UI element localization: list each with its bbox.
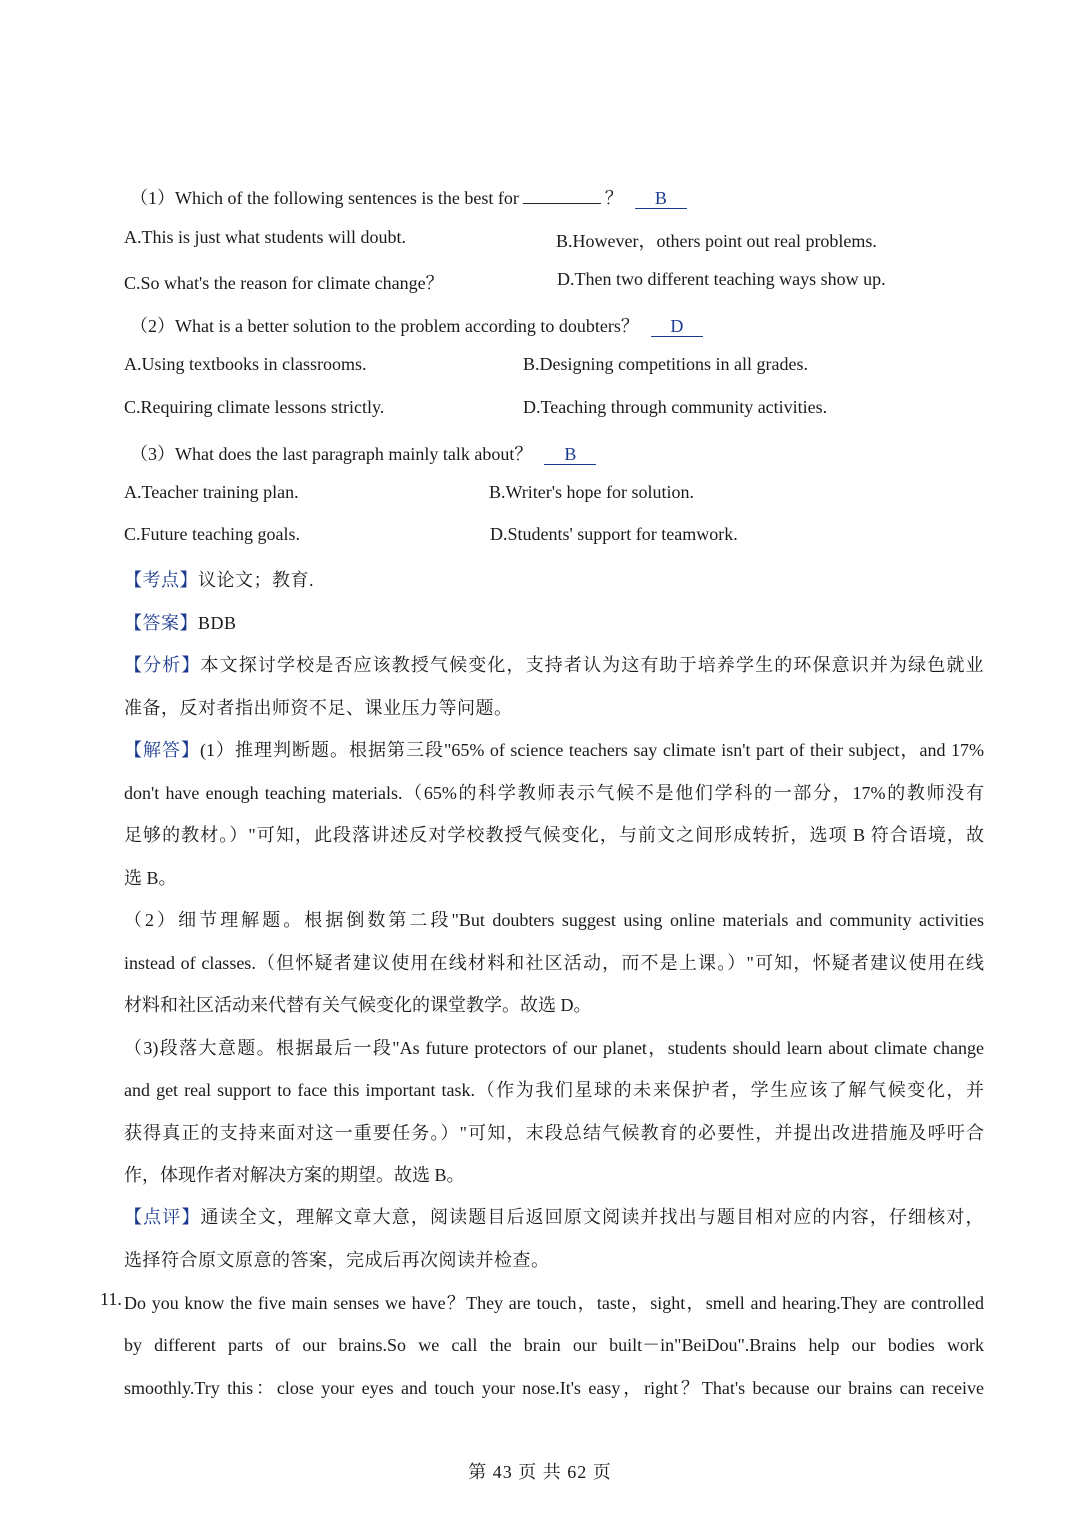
q11-line-2: by different parts of our brains.So we call the brain our built－in"BeiDou".Brains help our bodies work [124, 1335, 984, 1355]
q2-option-b: B.Designing competitions in all grades. [523, 354, 808, 374]
kaodian-tag: 【考点】 [124, 570, 198, 590]
jieda-p3-line-2: and get real support to face this important task.（作为我们星球的未来保护者，学生应该了解气候变化，并 [124, 1080, 984, 1100]
q3-option-d: D.Students' support for teamwork. [490, 524, 738, 544]
daan-text: BDB [198, 613, 237, 633]
kaodian-section [124, 566, 314, 592]
q11-number: 11. [100, 1289, 122, 1309]
q3-stem [130, 440, 596, 466]
jieda-p2-line-2: instead of classes.（但怀疑者建议使用在线材料和社区活动，而不是上课。）"可知，怀疑者建议使用在线 [124, 953, 984, 973]
dianping-line-1 [124, 1203, 984, 1229]
q3-answer: B [544, 444, 596, 465]
q2-option-d: D.Teaching through community activities. [523, 397, 828, 417]
q3-option-a: A.Teacher training plan. [124, 482, 299, 502]
q1-option-d: D.Then two different teaching ways show up. [557, 269, 886, 289]
q1-stem-text: （1）Which of the following sentences is the best for [130, 188, 519, 208]
q1-blank [523, 185, 601, 204]
jieda-line-1 [124, 736, 984, 762]
q11-line-3: smoothly.Try this：close your eyes and touch your nose.It's easy，right？That's because our brains can receive [124, 1378, 984, 1398]
q2-option-c: C.Requiring climate lessons strictly. [124, 397, 385, 417]
kaodian-text: 议论文；教育. [198, 570, 314, 590]
q1-option-c: C.So what's the reason for climate change？ [124, 273, 444, 293]
jieda-p3-line-4: 作，体现作者对解决方案的期望。故选 B。 [124, 1165, 465, 1185]
daan-section [124, 609, 237, 635]
jieda-p2-line-3: 材料和社区活动来代替有关气候变化的课堂教学。故选 D。 [124, 995, 592, 1015]
q2-option-a: A.Using textbooks in classrooms. [124, 354, 367, 374]
q2-stem-text: （2）What is a better solution to the problem according to doubters？ [130, 316, 639, 336]
fenxi-tag: 【分析】 [124, 655, 201, 675]
dianping-text-1: 通读全文，理解文章大意，阅读题目后返回原文阅读并找出与题目相对应的内容，仔细核对， [200, 1207, 984, 1227]
jieda-p1-text-1: (1）推理判断题。根据第三段"65% of science teachers say climate isn't part of their subject，and 17% [200, 740, 984, 760]
fenxi-text-1: 本文探讨学校是否应该教授气候变化，支持者认为这有助于培养学生的环保意识并为绿色就业 [200, 655, 984, 675]
dianping-tag: 【点评】 [124, 1207, 201, 1227]
q2-answer: D [651, 316, 703, 337]
q1-option-a: A.This is just what students will doubt. [124, 227, 407, 247]
jieda-p3-line-3: 获得真正的支持来面对这一重要任务。）"可知，末段总结气候教育的必要性，并提出改进措施及呼吁合 [124, 1123, 984, 1143]
fenxi-line-1 [124, 651, 984, 677]
q3-option-b: B.Writer's hope for solution. [489, 482, 694, 502]
q3-stem-text: （3）What does the last paragraph mainly talk about？ [130, 444, 533, 464]
jieda-p2-line-1: （2）细节理解题。根据倒数第二段"But doubters suggest using online materials and community activities [124, 910, 984, 930]
jieda-p3-line-1: （3)段落大意题。根据最后一段"As future protectors of our planet，students should learn about climate change [124, 1038, 984, 1058]
dianping-line-2: 选择符合原文原意的答案，完成后再次阅读并检查。 [124, 1250, 550, 1270]
q11-line-1: Do you know the five main senses we have？They are touch，taste，sight，smell and hearing.They are controlled [124, 1293, 984, 1313]
q1-stem [130, 184, 687, 210]
daan-tag: 【答案】 [124, 613, 198, 633]
jieda-line-3: 足够的教材。）"可知，此段落讲述反对学校教授气候变化，与前文之间形成转折，选项 B 符合语境，故 [124, 825, 984, 845]
page-footer: 第 43 页 共 62 页 [468, 1462, 612, 1482]
q1-answer: B [635, 188, 687, 209]
jieda-line-4: 选 B。 [124, 868, 177, 888]
q2-stem [130, 312, 703, 338]
jieda-line-2: don't have enough teaching materials.（65%的科学教师表示气候不是他们学科的一部分，17%的教师没有 [124, 783, 984, 803]
q1-option-b: B.However，others point out real problems. [556, 231, 877, 251]
q1-stem-end: ？ [604, 188, 623, 208]
jieda-tag: 【解答】 [124, 740, 201, 760]
q3-option-c: C.Future teaching goals. [124, 524, 300, 544]
fenxi-line-2: 准备，反对者指出师资不足、课业压力等问题。 [124, 698, 513, 718]
